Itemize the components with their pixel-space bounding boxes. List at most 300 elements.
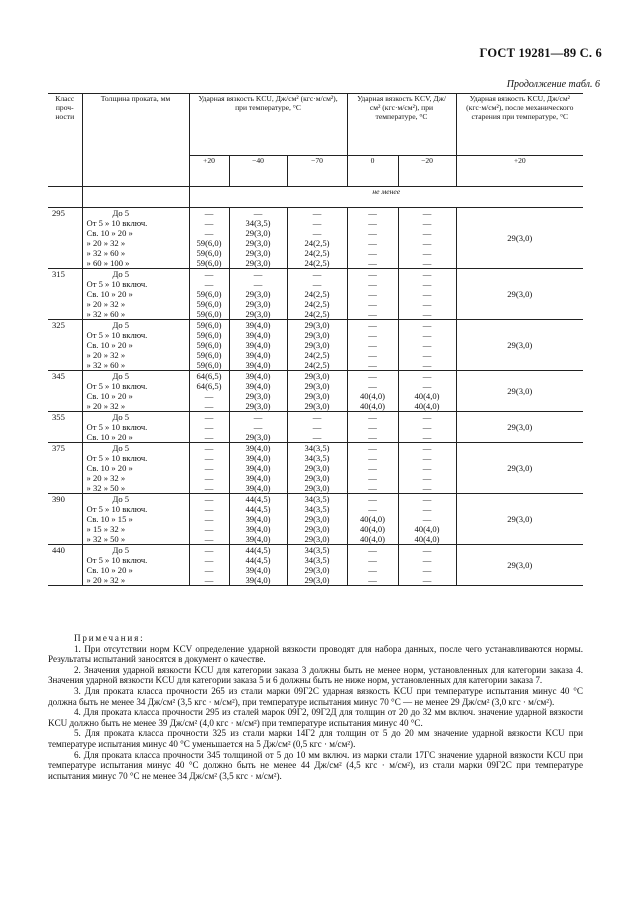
kcu40-cell — [229, 320, 287, 371]
impact-value: 39(4,0) — [245, 524, 271, 534]
temp-kcu-70: −70 — [287, 156, 347, 187]
impact-value: — — [204, 453, 214, 463]
impact-value: — — [368, 453, 377, 463]
impact-value: 24(2,5) — [304, 258, 330, 268]
impact-value: — — [204, 401, 214, 411]
impact-value: 59(6,0) — [196, 258, 222, 268]
impact-value: — — [204, 443, 214, 453]
kcu70-cell — [287, 545, 347, 586]
impact-value: — — [422, 453, 432, 463]
impact-value: 29(3,0) — [304, 401, 330, 411]
impact-value: — — [422, 565, 432, 575]
impact-value: — — [422, 381, 432, 391]
impact-value: 24(2,5) — [304, 309, 330, 319]
impact-value: — — [422, 473, 432, 483]
kcu20-cell — [189, 545, 229, 586]
strength-class: 390 — [48, 494, 82, 545]
impact-value: 29(3,0) — [304, 534, 330, 544]
class-group-row — [48, 412, 583, 443]
thickness-range: От 5 » 10 включ. — [86, 218, 148, 228]
impact-value: — — [368, 269, 377, 279]
impact-value: 29(3,0) — [304, 575, 330, 585]
impact-value: 29(3,0) — [304, 391, 330, 401]
impact-value: — — [422, 463, 432, 473]
impact-value: — — [204, 391, 214, 401]
kcu70-cell — [287, 269, 347, 320]
aging-value: 29(3,0) — [456, 494, 583, 545]
impact-value: 39(4,0) — [245, 453, 271, 463]
temp-kcu-40: −40 — [229, 156, 287, 187]
kcv20-cell — [398, 412, 456, 443]
thickness-range: До 5 — [112, 545, 130, 555]
thickness-range: Св. 10 » 20 » — [86, 289, 133, 299]
thickness-range: Св. 10 » 20 » — [86, 565, 133, 575]
thickness-range: » 20 » 32 » — [86, 299, 126, 309]
impact-value: — — [204, 514, 214, 524]
class-group-row — [48, 443, 583, 494]
kcu20-cell — [189, 371, 229, 412]
impact-value: — — [312, 279, 322, 289]
impact-value: 59(6,0) — [196, 299, 222, 309]
thickness-cell — [82, 269, 189, 320]
thickness-cell — [82, 208, 189, 269]
impact-value: 29(3,0) — [304, 330, 330, 340]
impact-value: — — [368, 555, 377, 565]
impact-value: 44(4,5) — [245, 504, 271, 514]
temp-kcv-20: −20 — [398, 156, 456, 187]
kcv20-cell — [398, 208, 456, 269]
thickness-range: Св. 10 » 15 » — [86, 514, 133, 524]
impact-value: 34(3,5) — [304, 494, 330, 504]
class-group-row — [48, 269, 583, 320]
impact-value: — — [368, 381, 377, 391]
kcv20-cell — [398, 371, 456, 412]
thickness-range: Св. 10 » 20 » — [86, 463, 133, 473]
impact-value: 29(3,0) — [304, 340, 330, 350]
impact-value: 29(3,0) — [245, 289, 271, 299]
impact-value: 64(6,5) — [196, 371, 222, 381]
impact-value: — — [422, 309, 432, 319]
kcu40-cell — [229, 371, 287, 412]
impact-value: — — [422, 279, 432, 289]
impact-value: — — [422, 555, 432, 565]
impact-value: 29(3,0) — [304, 371, 330, 381]
impact-value: — — [368, 218, 377, 228]
impact-value: — — [368, 228, 377, 238]
class-group-row — [48, 320, 583, 371]
impact-value: 29(3,0) — [304, 565, 330, 575]
impact-value: 39(4,0) — [245, 381, 271, 391]
impact-value: — — [204, 504, 214, 514]
impact-value: — — [368, 360, 377, 370]
kcu40-cell — [229, 494, 287, 545]
thickness-range: » 60 » 100 » — [86, 258, 130, 268]
kcu40-cell — [229, 208, 287, 269]
thickness-range: До 5 — [112, 208, 130, 218]
strength-class: 345 — [48, 371, 82, 412]
thickness-cell — [82, 320, 189, 371]
kcv0-cell — [347, 494, 398, 545]
thickness-range: » 20 » 32 » — [86, 575, 126, 585]
impact-value: — — [253, 412, 263, 422]
impact-value: — — [422, 443, 432, 453]
impact-value: 24(2,5) — [304, 238, 330, 248]
thickness-range: До 5 — [112, 269, 130, 279]
kcu20-cell — [189, 269, 229, 320]
impact-value: 39(4,0) — [245, 371, 271, 381]
note-5: 5. Для проката класса прочности 325 из стали марки 14Г2 для толщин от 5 до 20 мм значение ударной вязкости KCU при температуре испытания минус 40 °С уменьшается на 5 Дж/см² (0,5 кгс · м/см²). — [48, 728, 583, 749]
strength-class: 295 — [48, 208, 82, 269]
strength-class: 375 — [48, 443, 82, 494]
impact-value: — — [312, 218, 322, 228]
thickness-cell — [82, 443, 189, 494]
impact-value: 39(4,0) — [245, 575, 271, 585]
impact-value: — — [204, 279, 214, 289]
thickness-range: » 20 » 32 » — [86, 473, 126, 483]
impact-value: — — [422, 360, 432, 370]
impact-value: 29(3,0) — [245, 258, 271, 268]
kcv0-cell — [347, 545, 398, 586]
kcu40-cell — [229, 545, 287, 586]
page-header: ГОСТ 19281—89 С. 6 — [479, 46, 602, 60]
class-group-row — [48, 371, 583, 412]
impact-value: — — [204, 228, 214, 238]
impact-value: 24(2,5) — [304, 289, 330, 299]
impact-value: 40(4,0) — [359, 514, 386, 524]
notes — [48, 633, 583, 781]
impact-value: 59(6,0) — [196, 289, 222, 299]
impact-value: 39(4,0) — [245, 320, 271, 330]
impact-value: — — [204, 412, 214, 422]
kcv0-cell — [347, 320, 398, 371]
impact-value: — — [312, 208, 322, 218]
impact-value: 34(3,5) — [304, 504, 330, 514]
impact-value: — — [368, 320, 377, 330]
impact-value: — — [204, 269, 214, 279]
thickness-range: От 5 » 10 включ. — [86, 504, 148, 514]
impact-value: — — [368, 473, 377, 483]
class-group-row — [48, 494, 583, 545]
class-group-row — [48, 545, 583, 586]
impact-value: 24(2,5) — [304, 350, 330, 360]
kcu70-cell — [287, 208, 347, 269]
kcv20-cell — [398, 494, 456, 545]
thickness-range: Св. 10 » 20 » — [86, 228, 133, 238]
impact-value: 29(3,0) — [245, 432, 271, 442]
kcv20-cell — [398, 269, 456, 320]
class-group-row — [48, 208, 583, 269]
thickness-range: От 5 » 10 включ. — [86, 422, 148, 432]
impact-value: — — [368, 494, 377, 504]
impact-value: 29(3,0) — [304, 473, 330, 483]
impact-value: — — [312, 412, 322, 422]
impact-value: — — [204, 483, 214, 493]
impact-value: 59(6,0) — [196, 330, 222, 340]
impact-value: 40(4,0) — [359, 391, 386, 401]
impact-value: — — [368, 504, 377, 514]
impact-value: — — [422, 504, 432, 514]
aging-value: 29(3,0) — [456, 320, 583, 371]
impact-value: 24(2,5) — [304, 360, 330, 370]
impact-value: — — [422, 269, 432, 279]
thickness-range: Св. 10 » 20 » — [86, 432, 133, 442]
impact-value: — — [368, 483, 377, 493]
kcv0-cell — [347, 208, 398, 269]
impact-value: 39(4,0) — [245, 565, 271, 575]
strength-class: 315 — [48, 269, 82, 320]
impact-value: 59(6,0) — [196, 309, 222, 319]
impact-value: — — [368, 412, 377, 422]
kcu20-cell — [189, 320, 229, 371]
impact-value: — — [368, 258, 377, 268]
kcv0-cell — [347, 412, 398, 443]
impact-value: — — [368, 208, 377, 218]
strength-class: 440 — [48, 545, 82, 586]
kcu70-cell — [287, 494, 347, 545]
impact-value: — — [368, 422, 377, 432]
thickness-range: От 5 » 10 включ. — [86, 555, 148, 565]
impact-value: 29(3,0) — [304, 514, 330, 524]
table-body — [48, 208, 583, 586]
impact-value: — — [368, 565, 377, 575]
impact-value: 59(6,0) — [196, 360, 222, 370]
impact-value: 40(4,0) — [414, 534, 440, 544]
impact-value: 39(4,0) — [245, 463, 271, 473]
impact-value: 39(4,0) — [245, 534, 271, 544]
impact-value: — — [368, 248, 377, 258]
aging-value: 29(3,0) — [456, 208, 583, 269]
kcv20-cell — [398, 320, 456, 371]
thickness-range: До 5 — [112, 412, 130, 422]
aging-value: 29(3,0) — [456, 545, 583, 586]
impact-value: — — [422, 238, 432, 248]
kcu20-cell — [189, 443, 229, 494]
aging-value: 29(3,0) — [456, 371, 583, 412]
kcu40-cell — [229, 412, 287, 443]
thickness-range: До 5 — [112, 494, 130, 504]
impact-value: — — [204, 208, 214, 218]
kcu70-cell — [287, 320, 347, 371]
impact-value: — — [312, 228, 322, 238]
impact-value: — — [422, 258, 432, 268]
kcu20-cell — [189, 208, 229, 269]
kcv20-cell — [398, 443, 456, 494]
impact-value: 34(3,5) — [245, 218, 271, 228]
impact-value: — — [422, 299, 432, 309]
kcu20-cell — [189, 494, 229, 545]
impact-value: 39(4,0) — [245, 443, 271, 453]
impact-value: 29(3,0) — [245, 309, 271, 319]
impact-value: — — [368, 279, 377, 289]
impact-value: — — [422, 350, 432, 360]
kcu40-cell — [229, 443, 287, 494]
strength-class: 355 — [48, 412, 82, 443]
impact-value: — — [368, 443, 377, 453]
strength-class: 325 — [48, 320, 82, 371]
impact-value: 59(6,0) — [196, 350, 222, 360]
kcv0-cell — [347, 371, 398, 412]
impact-value: — — [422, 514, 432, 524]
impact-value: — — [368, 545, 377, 555]
impact-value: 40(4,0) — [359, 524, 386, 534]
impact-value: 44(4,5) — [245, 494, 271, 504]
thickness-range: До 5 — [112, 320, 130, 330]
temp-kcv-0: 0 — [347, 156, 398, 187]
thickness-range: » 32 » 60 » — [86, 360, 126, 370]
impact-value: 29(3,0) — [245, 401, 271, 411]
thickness-range: Св. 10 » 20 » — [86, 340, 133, 350]
kcu40-cell — [229, 269, 287, 320]
impact-value: — — [368, 463, 377, 473]
notes-title: Примечания: — [74, 633, 145, 643]
note-6: 6. Для проката класса прочности 345 толщиной от 5 до 10 мм включ. из марки стали 17ГС значение ударной вязкости KCU при температуре испытания минус 40 °С должно быть не менее 44 Дж/см² (4,5 кгс · м/см²), из стали марки 09Г2С при температуре испытания минус 70 °С не менее 34 Дж/см² (3,5 кгс · м/см²). — [48, 749, 583, 781]
impact-value: 29(3,0) — [245, 228, 271, 238]
impact-value: 64(6,5) — [196, 381, 222, 391]
impact-value: — — [204, 463, 214, 473]
impact-value: — — [312, 422, 322, 432]
thickness-range: От 5 » 10 включ. — [86, 381, 148, 391]
impact-value: — — [422, 320, 432, 330]
impact-value: — — [422, 483, 432, 493]
impact-value: — — [422, 575, 432, 585]
kcv0-cell — [347, 443, 398, 494]
aging-value: 29(3,0) — [456, 412, 583, 443]
impact-value: — — [422, 340, 432, 350]
kcu70-cell — [287, 412, 347, 443]
impact-value: 39(4,0) — [245, 360, 271, 370]
impact-value: — — [204, 534, 214, 544]
impact-value: 34(3,5) — [304, 545, 330, 555]
impact-value: — — [204, 524, 214, 534]
impact-value: — — [253, 279, 263, 289]
impact-value: — — [204, 473, 214, 483]
impact-value: — — [368, 350, 377, 360]
impact-value: — — [368, 340, 377, 350]
impact-value: — — [312, 432, 322, 442]
impact-value: — — [253, 269, 263, 279]
impact-value: — — [368, 299, 377, 309]
impact-value: — — [422, 412, 432, 422]
header-thickness: Толщина проката, мм — [82, 94, 189, 187]
impact-value: 29(3,0) — [304, 483, 330, 493]
kcv0-cell — [347, 269, 398, 320]
impact-value: — — [204, 432, 214, 442]
impact-value: — — [204, 575, 214, 585]
header-kcv: Ударная вязкость KCV, Дж/см² (кгс·м/см²), при температуре, °С — [347, 94, 456, 156]
impact-value: — — [422, 228, 432, 238]
table-continuation-label: Продолжение табл. 6 — [506, 79, 600, 90]
impact-value: — — [204, 565, 214, 575]
impact-value: 59(6,0) — [196, 320, 222, 330]
thickness-range: » 32 » 50 » — [86, 483, 126, 493]
impact-value: 40(4,0) — [359, 401, 386, 411]
impact-value: 29(3,0) — [304, 524, 330, 534]
impact-value: — — [204, 218, 214, 228]
impact-value: 29(3,0) — [245, 299, 271, 309]
note-4: 4. Для проката класса прочности 295 из сталей марок 09Г2, 09Г2Д для толщин от 20 до 32 мм включ. значение ударной вязкости KCU должно быть не менее 39 Дж/см² (4,0 кгс · м/см²) при температуре испытания минус 40 °С. — [48, 707, 583, 728]
impact-value: — — [422, 422, 432, 432]
thickness-cell — [82, 412, 189, 443]
thickness-range: До 5 — [112, 443, 130, 453]
impact-strength-table — [48, 93, 583, 586]
thickness-range: » 32 » 60 » — [86, 248, 126, 258]
impact-value: 29(3,0) — [304, 381, 330, 391]
impact-value: 39(4,0) — [245, 473, 271, 483]
header-aging: Ударная вязкость KCU, Дж/см² (кгс·м/см²), после механического старения при температуре, °С — [456, 94, 583, 156]
impact-value: — — [422, 248, 432, 258]
aging-value: 29(3,0) — [456, 443, 583, 494]
impact-value: 29(3,0) — [304, 320, 330, 330]
kcu70-cell — [287, 371, 347, 412]
impact-value: — — [312, 269, 322, 279]
impact-value: 40(4,0) — [359, 534, 386, 544]
impact-value: — — [204, 555, 214, 565]
impact-value: — — [368, 238, 377, 248]
impact-value: — — [422, 218, 432, 228]
impact-value: — — [253, 208, 263, 218]
impact-value: 39(4,0) — [245, 483, 271, 493]
impact-value: 34(3,5) — [304, 555, 330, 565]
thickness-range: » 20 » 32 » — [86, 238, 126, 248]
note-1: 1. При отсутствии норм KCV определение ударной вязкости проводят для набора данных, после чего устанавливаются нормы. Результаты испытаний заносятся в документ о качестве. — [48, 643, 583, 665]
impact-value: 29(3,0) — [245, 238, 271, 248]
temp-kcu-20: +20 — [189, 156, 229, 187]
impact-value: — — [422, 432, 432, 442]
kcu20-cell — [189, 412, 229, 443]
thickness-range: » 32 » 60 » — [86, 309, 126, 319]
impact-value: — — [422, 371, 432, 381]
impact-value: — — [422, 208, 432, 218]
thickness-range: » 15 » 32 » — [86, 524, 126, 534]
impact-value: — — [204, 545, 214, 555]
impact-value: 40(4,0) — [414, 401, 440, 411]
note-2: 2. Значения ударной вязкости KCU для категории заказа 3 должны быть не менее норм, установленных для категории заказа 4. Значения ударной вязкости KCU для категории заказа 5 и 6 должны быть не ниже норм, установленных для категории заказа 7. — [48, 664, 583, 686]
impact-value: 59(6,0) — [196, 248, 222, 258]
impact-value: — — [368, 432, 377, 442]
aging-value: 29(3,0) — [456, 269, 583, 320]
impact-value: 29(3,0) — [304, 463, 330, 473]
thickness-range: Св. 10 » 20 » — [86, 391, 133, 401]
temp-aging-20: +20 — [456, 156, 583, 187]
min-label: не менее — [189, 187, 583, 208]
impact-value: 29(3,0) — [245, 248, 271, 258]
impact-value: — — [368, 575, 377, 585]
impact-value: 44(4,5) — [245, 555, 271, 565]
thickness-range: » 32 » 50 » — [86, 534, 126, 544]
impact-value: — — [253, 422, 263, 432]
thickness-cell — [82, 494, 189, 545]
impact-value: 39(4,0) — [245, 350, 271, 360]
thickness-range: От 5 » 10 включ. — [86, 453, 148, 463]
impact-value: 44(4,5) — [245, 545, 271, 555]
thickness-range: От 5 » 10 включ. — [86, 279, 148, 289]
note-3: 3. Для проката класса прочности 265 из стали марки 09Г2С ударная вязкость KCU при температуре испытания минус 40 °С должна быть не менее 34 Дж/см² (3,5 кгс · м/см²), при температуре испытания минус 70 °С — не менее 29 Дж/см² (3,0 кгс · м/см²). — [48, 685, 583, 707]
header-class: Класс проч-ности — [48, 94, 82, 187]
impact-value: 59(6,0) — [196, 340, 222, 350]
impact-value: 59(6,0) — [196, 238, 222, 248]
thickness-range: До 5 — [112, 371, 130, 381]
impact-value: 40(4,0) — [414, 524, 440, 534]
impact-value: 40(4,0) — [414, 391, 440, 401]
thickness-cell — [82, 371, 189, 412]
impact-value: — — [368, 371, 377, 381]
thickness-range: » 20 » 32 » — [86, 350, 126, 360]
thickness-range: » 20 » 32 » — [86, 401, 126, 411]
impact-value: 24(2,5) — [304, 248, 330, 258]
impact-value: — — [368, 309, 377, 319]
impact-value: 39(4,0) — [245, 330, 271, 340]
kcu70-cell — [287, 443, 347, 494]
